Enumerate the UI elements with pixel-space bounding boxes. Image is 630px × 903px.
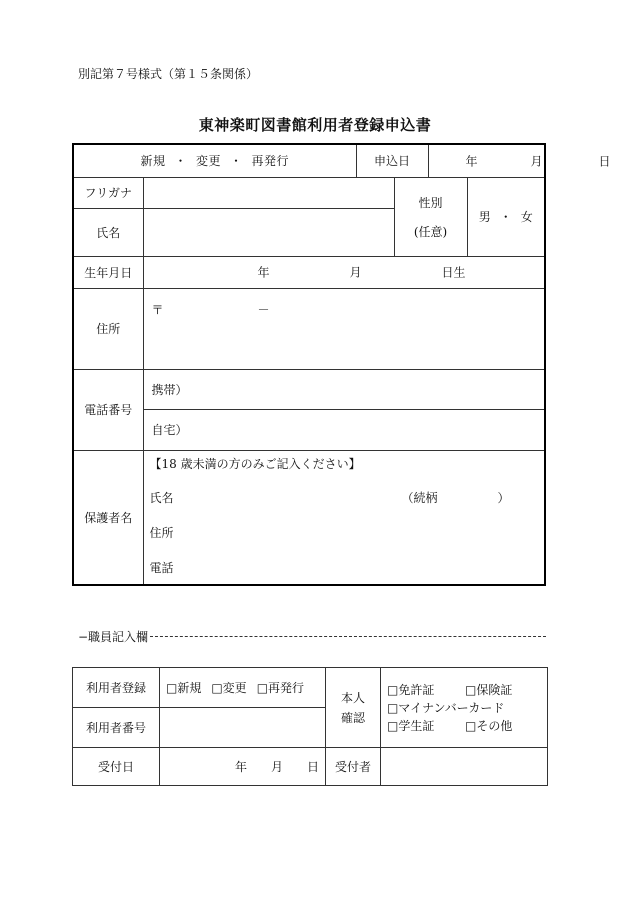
user-number-field[interactable] [160, 708, 326, 748]
registration-label: 利用者登録 [73, 668, 160, 708]
received-date-label: 受付日 [73, 748, 160, 786]
name-label: 氏名 [73, 208, 143, 256]
form-number: 別記第７号様式（第１５条関係） [78, 67, 259, 81]
application-table [72, 143, 611, 586]
registration-checkboxes[interactable] [160, 668, 326, 708]
application-date-label: 申込日 [356, 144, 428, 177]
guardian-address-label: 住所 [149, 525, 174, 540]
birthdate-field[interactable]: 年 月 日生 [143, 256, 545, 288]
staff-table [72, 667, 548, 786]
guardian-phone-label: 電話 [149, 560, 174, 575]
type-new-option[interactable]: 新規 [140, 154, 166, 169]
staff-section-heading: −職員記入欄 [78, 630, 149, 644]
id-mynumber-checkbox[interactable]: □マイナンバーカード [387, 700, 505, 715]
guardian-label: 保護者名 [73, 450, 143, 585]
staff-section-divider [78, 628, 546, 646]
page-title: 東神楽町図書館利用者登録申込書 [198, 116, 432, 134]
id-documents[interactable] [381, 668, 548, 748]
gender-label: 性別 (任意) [394, 177, 467, 256]
type-reissue-option[interactable]: 再発行 [251, 154, 290, 169]
furigana-field[interactable] [143, 177, 394, 208]
received-date-field[interactable]: 年 月 日 [160, 748, 326, 786]
address-label: 住所 [73, 288, 143, 369]
postal-dash: － [257, 302, 270, 317]
gender-male-option[interactable]: 男 [478, 210, 491, 224]
guardian-field[interactable] [143, 450, 545, 585]
postal-mark: 〒 [151, 302, 164, 317]
name-field[interactable] [143, 208, 394, 256]
id-insurance-checkbox[interactable]: □保険証 [465, 682, 513, 697]
application-date-field[interactable]: 年 月 日 [428, 144, 545, 177]
phone-label: 電話番号 [73, 369, 143, 450]
user-number-label: 利用者番号 [73, 708, 160, 748]
reg-change-checkbox[interactable]: □変更 [211, 681, 247, 695]
reg-new-checkbox[interactable]: □新規 [166, 681, 202, 695]
address-field[interactable] [143, 288, 545, 369]
id-other-checkbox[interactable]: □その他 [465, 718, 513, 733]
gender-options[interactable]: 男 ・ 女 [467, 177, 545, 256]
mobile-phone-field[interactable]: 携帯） [143, 369, 545, 409]
furigana-label: フリガナ [73, 177, 143, 208]
birthdate-label: 生年月日 [73, 256, 143, 288]
receiver-field[interactable] [381, 748, 548, 786]
gender-female-option[interactable]: 女 [520, 210, 533, 224]
receiver-label: 受付者 [326, 748, 381, 786]
home-phone-field[interactable]: 自宅） [143, 409, 545, 450]
guardian-note: 【18 歳未満の方のみご記入ください】 [149, 456, 361, 471]
application-type-options[interactable]: 新規 ・ 変更 ・ 再発行 [73, 144, 356, 177]
id-student-checkbox[interactable]: □学生証 [387, 718, 435, 733]
guardian-name-label: 氏名 [149, 490, 174, 505]
guardian-relation: （続柄 ） [401, 490, 510, 505]
reg-reissue-checkbox[interactable]: □再発行 [256, 681, 305, 695]
type-change-option[interactable]: 変更 [196, 154, 222, 169]
id-license-checkbox[interactable]: □免許証 [387, 682, 435, 697]
identity-label: 本人確認 [326, 668, 381, 748]
